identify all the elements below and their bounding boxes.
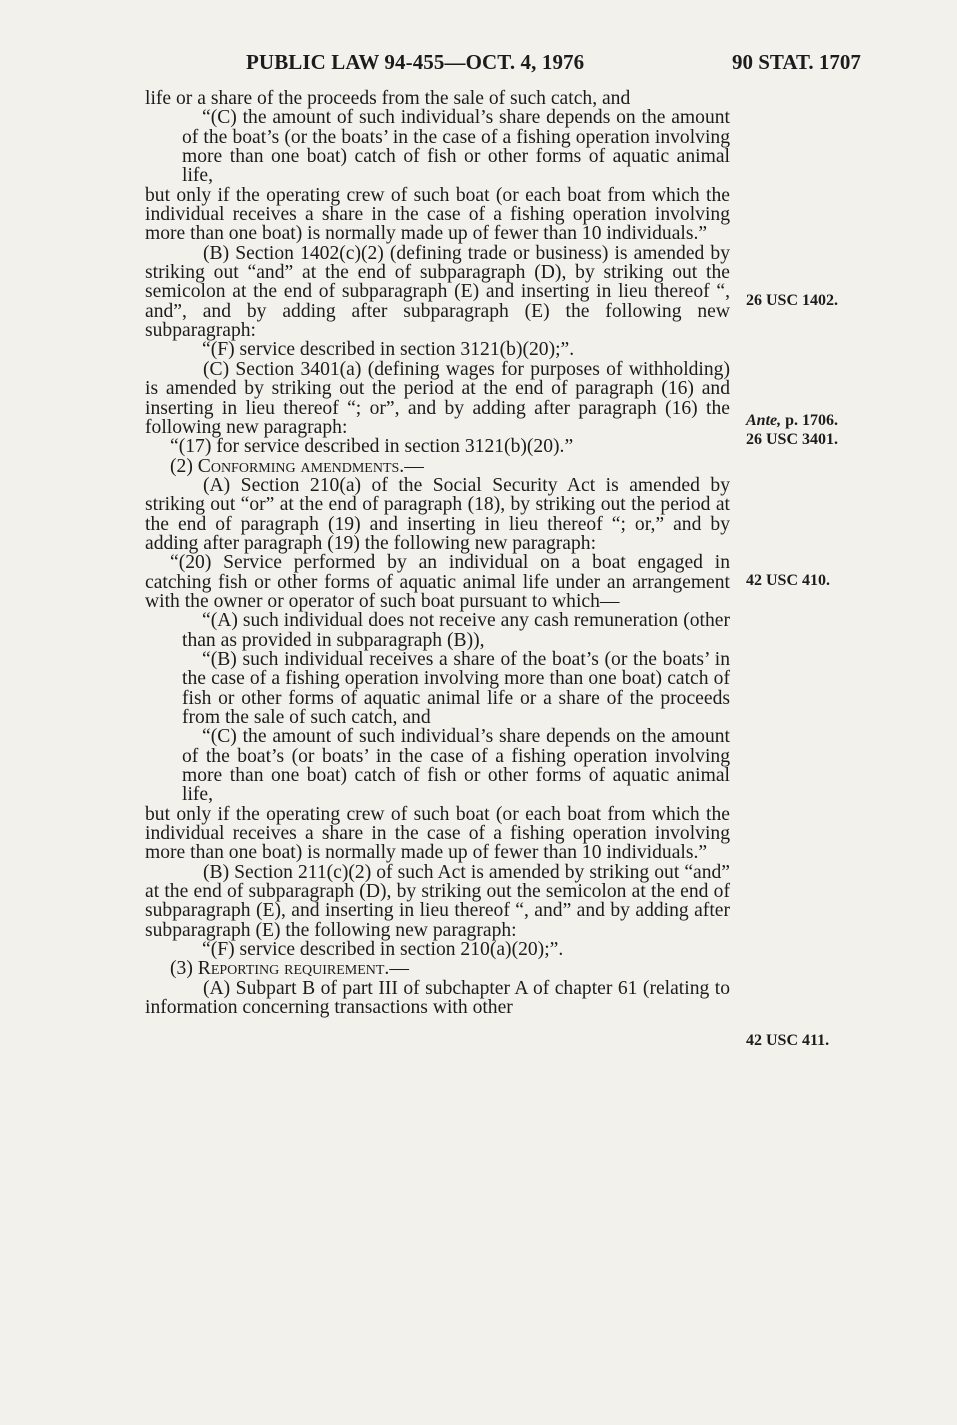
paragraph: (A) Section 210(a) of the Social Security Act is amended by striking out “or” at the end of paragraph (18), by striking out the period at the end of paragraph (19) and inserting in lieu thereof “; or,” and by adding after paragraph (19) the following new paragraph:	[145, 474, 730, 554]
margin-citation: 26 USC 3401.	[746, 431, 839, 448]
margin-citation: 42 USC 410.	[746, 572, 831, 589]
paragraph: (B) Section 1402(c)(2) (defining trade or business) is amended by striking out “and” at the end of subparagraph (D), by striking out the semicolon at the end of subparagraph (E) and inserting in lieu thereof “, and”, and by adding after subparagraph (E) the following new subparagraph:	[145, 242, 730, 342]
paragraph: “(A) such individual does not receive any cash remuneration (other than as provided in subparagraph (B)),	[182, 610, 730, 651]
page-header	[0, 50, 957, 76]
margin-citation	[746, 412, 838, 430]
body-text	[145, 89, 730, 1018]
paragraph: (B) Section 211(c)(2) of such Act is amended by striking out “and” at the end of subparagraph (D), by striking out the semicolon at the end of subparagraph (E), and inserting in lieu thereof “, and” and by adding after subparagraph (E) the following new paragraph:	[145, 861, 730, 941]
paragraph: “(F) service described in section 210(a)(20);”.	[202, 939, 564, 961]
section-heading	[145, 959, 730, 978]
paragraph: “(17) for service described in section 3121(b)(20).”	[170, 436, 574, 458]
statute-page-number: 90 STAT. 1707	[732, 50, 861, 74]
section-number: (2)	[170, 455, 193, 477]
paragraph: “(C) the amount of such individual’s share depends on the amount of the boat’s (or the boats’ in the case of a fishing operation involving more than one boat) catch of fish or other forms of aquatic animal life,	[182, 107, 730, 187]
margin-citation-italic: Ante,	[746, 412, 782, 429]
section-heading-text: Conforming amendments.—	[197, 455, 424, 477]
paragraph: (C) Section 3401(a) (defining wages for purposes of withholding) is amended by striking out the period at the end of paragraph (16) and inserting in lieu thereof “; or”, and by adding after paragraph (16) the following new paragraph:	[145, 358, 730, 438]
paragraph: life or a share of the proceeds from the sale of such catch, and	[145, 88, 631, 109]
margin-citation: 42 USC 411.	[746, 1032, 830, 1049]
paragraph: “(C) the amount of such individual’s share depends on the amount of the boat’s (or boats’ in the case of a fishing operation involving more than one boat) catch of fish or other forms of aquatic animal life,	[182, 726, 730, 806]
paragraph: (A) Subpart B of part III of subchapter A of chapter 61 (relating to information concerning transactions with other	[145, 977, 730, 1019]
header-title: PUBLIC LAW 94-455—OCT. 4, 1976	[246, 50, 585, 74]
paragraph: “(B) such individual receives a share of the boat’s (or the boats’ in the case of a fishing operation involving more than one boat) catch of fish or other forms of aquatic animal life or a share of the proceeds from the sale of such catch, and	[182, 648, 730, 728]
paragraph: but only if the operating crew of such boat (or each boat from which the individual receives a share in the case of a fishing operation involving more than one boat) is normally made up of fewer than 10 individuals.”	[145, 803, 730, 864]
section-number: (3)	[170, 958, 193, 980]
section-heading	[145, 457, 730, 476]
paragraph: “(F) service described in section 3121(b)(20);”.	[202, 339, 575, 361]
section-heading-text: Reporting requirement.—	[197, 958, 409, 980]
margin-citation-page: p. 1706.	[785, 412, 839, 429]
paragraph: but only if the operating crew of such boat (or each boat from which the individual receives a share in the case of a fishing operation involving more than one boat) is normally made up of fewer than 10 individuals.”	[145, 184, 730, 245]
paragraph: “(20) Service performed by an individual on a boat engaged in catching fish or other forms of aquatic animal life under an arrangement with the owner or operator of such boat pursuant to which—	[145, 552, 730, 612]
margin-citation: 26 USC 1402.	[746, 292, 839, 309]
